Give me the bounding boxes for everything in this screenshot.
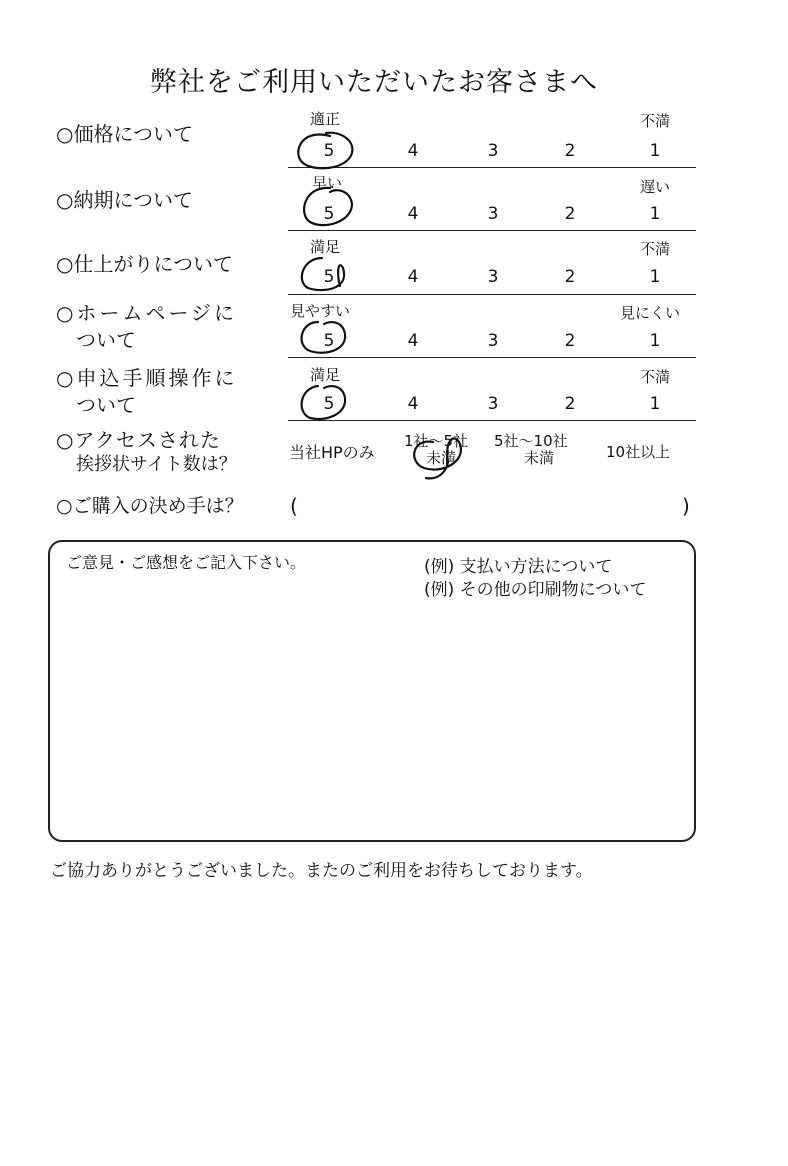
- question-homepage-low-label: 見にくい: [620, 304, 681, 322]
- selection-circle-sites: [414, 438, 461, 478]
- question-price-option-2[interactable]: 2: [564, 141, 576, 161]
- question-delivery-option-2[interactable]: 2: [564, 204, 576, 224]
- question-procedure-option-4[interactable]: 4: [407, 394, 419, 414]
- question-sites-label-line1: ○アクセスされた: [56, 428, 221, 452]
- question-delivery-low-label: 遅い: [640, 178, 671, 196]
- question-homepage-option-1[interactable]: 1: [649, 331, 661, 351]
- sites-option-5-to-10-line2[interactable]: 未満: [524, 449, 555, 467]
- question-price-option-3[interactable]: 3: [487, 141, 499, 161]
- question-homepage-option-2[interactable]: 2: [564, 331, 576, 351]
- question-delivery-high-label: 早い: [312, 174, 343, 192]
- question-homepage-label-line2: ついて: [76, 328, 136, 352]
- question-procedure-option-1[interactable]: 1: [649, 394, 661, 414]
- question-finish-option-2[interactable]: 2: [564, 267, 576, 287]
- question-delivery-label: ○納期について: [56, 188, 194, 212]
- selection-circle-homepage: [302, 322, 346, 353]
- sites-option-own-hp-only[interactable]: 当社HPのみ: [289, 443, 375, 462]
- question-delivery-option-5[interactable]: 5: [323, 204, 335, 224]
- question-finish-option-3[interactable]: 3: [487, 267, 499, 287]
- sites-option-1-to-5-line2[interactable]: 未満: [426, 449, 457, 467]
- sites-option-1-to-5-line1[interactable]: 1社～5社: [404, 432, 469, 450]
- question-delivery-option-4[interactable]: 4: [407, 204, 419, 224]
- question-procedure-low-label: 不満: [640, 368, 671, 386]
- question-price-option-5[interactable]: 5: [323, 141, 335, 161]
- question-procedure-label-line2: ついて: [76, 393, 136, 417]
- question-procedure-option-2[interactable]: 2: [564, 394, 576, 414]
- sites-option-5-to-10-line1[interactable]: 5社～10社: [494, 432, 568, 450]
- question-finish-option-1[interactable]: 1: [649, 267, 661, 287]
- purchase-answer-close-paren: ): [682, 494, 690, 518]
- page-title: 弊社をご利用いただいたお客さまへ: [150, 67, 598, 98]
- question-finish-label: ○仕上がりについて: [56, 252, 234, 276]
- question-homepage-high-label: 見やすい: [290, 302, 351, 320]
- sites-option-10-or-more[interactable]: 10社以上: [606, 443, 671, 461]
- purchase-answer-open-paren: (: [290, 494, 298, 518]
- comment-box-example-2: (例) その他の印刷物について: [424, 580, 647, 600]
- question-procedure-label-line1: ○申込手順操作に: [56, 366, 238, 390]
- question-homepage-option-5[interactable]: 5: [323, 331, 335, 351]
- question-homepage-option-3[interactable]: 3: [487, 331, 499, 351]
- question-price-option-4[interactable]: 4: [407, 141, 419, 161]
- selection-circle-price: [298, 133, 352, 169]
- question-finish-low-label: 不満: [640, 240, 671, 258]
- comment-box-example-1: (例) 支払い方法について: [424, 557, 613, 577]
- question-finish-option-4[interactable]: 4: [407, 267, 419, 287]
- selection-circle-finish: [302, 258, 344, 290]
- question-price-label: ○価格について: [56, 122, 194, 146]
- question-delivery-option-1[interactable]: 1: [649, 204, 661, 224]
- question-procedure-option-3[interactable]: 3: [487, 394, 499, 414]
- question-price-high-label: 適正: [310, 110, 341, 128]
- selection-circle-procedure: [302, 386, 346, 419]
- selection-circle-delivery: [304, 188, 352, 225]
- comment-box-label: ご意見・ご感想をご記入下さい。: [66, 553, 307, 572]
- question-finish-option-5[interactable]: 5: [323, 267, 335, 287]
- question-sites-label-line2: 挨拶状サイト数は？: [76, 454, 237, 475]
- question-homepage-option-4[interactable]: 4: [407, 331, 419, 351]
- question-procedure-high-label: 満足: [310, 366, 341, 384]
- question-procedure-option-5[interactable]: 5: [323, 394, 335, 414]
- question-price-low-label: 不満: [640, 112, 671, 130]
- footer-thanks: ご協力ありがとうございました。またのご利用をお待ちしております。: [50, 861, 593, 881]
- question-purchase-label: ○ご購入の決め手は？: [56, 495, 244, 517]
- question-homepage-label-line1: ○ホームページに: [56, 301, 238, 325]
- question-delivery-option-3[interactable]: 3: [487, 204, 499, 224]
- question-finish-high-label: 満足: [310, 238, 341, 256]
- question-price-option-1[interactable]: 1: [649, 141, 661, 161]
